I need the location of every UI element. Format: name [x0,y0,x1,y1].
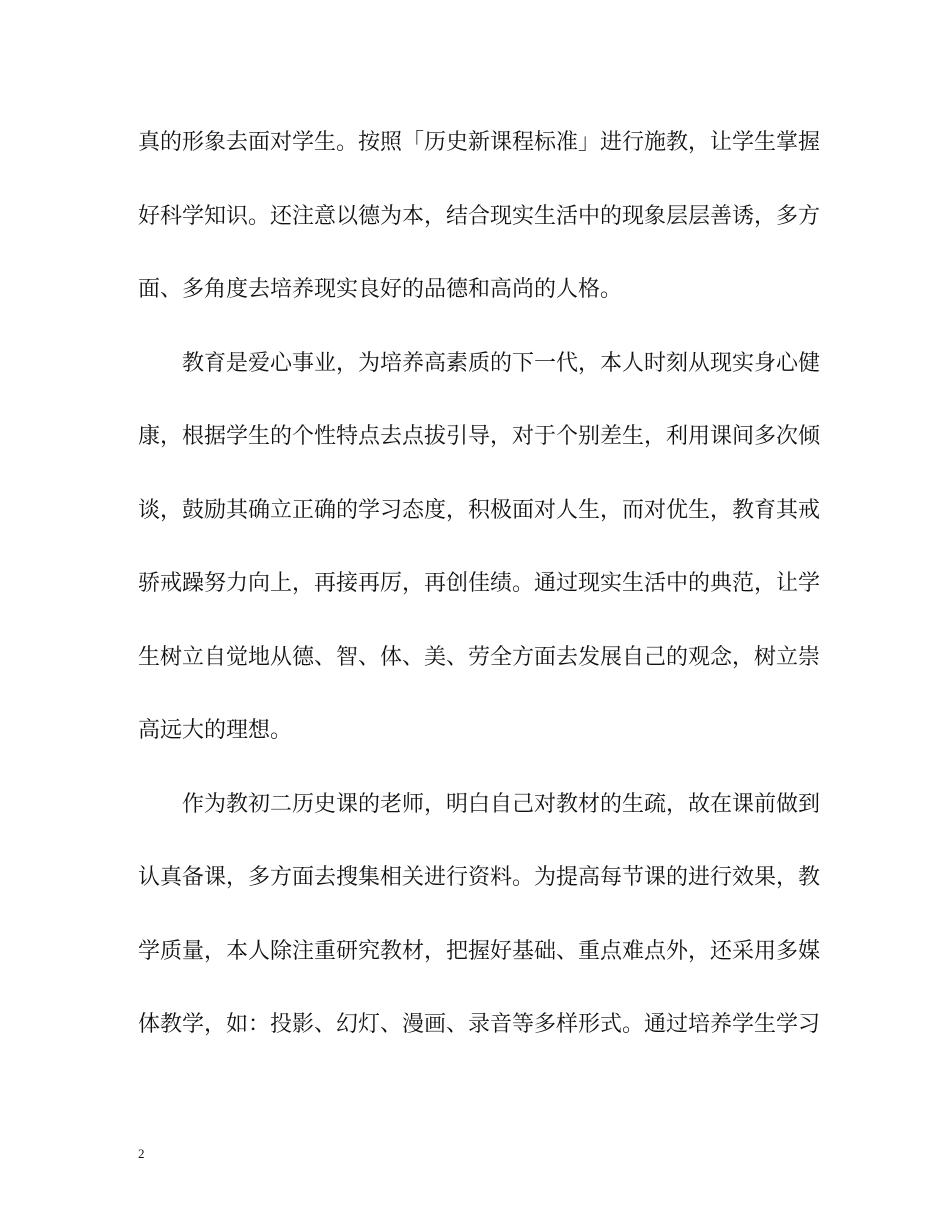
text-line: 面、多角度去培养现实良好的品德和高尚的人格。 [138,277,623,302]
page-number: 2 [138,1146,145,1161]
text-line: 体教学，如：投影、幻灯、漫画、录音等多样形式。通过培养学生学习 [138,1012,821,1037]
text-line: 学质量，本人除注重研究教材，把握好基础、重点难点外，还采用多媒 [138,938,821,964]
text-line: 认真备课，多方面去搜集相关进行资料。为提高每节课的进行效果，教 [138,865,821,890]
text-line: 高远大的理想。 [138,718,293,743]
body-text [138,118,821,1074]
paragraph-first-line: 教育是爱心事业，为培养高素质的下一代，本人时刻从现实身心健 [182,350,821,376]
paragraph-first-line: 作为教初二历史课的老师，明白自己对教材的生疏，故在课前做到 [182,791,821,817]
text-line: 好科学知识。还注意以德为本，结合现实生活中的现象层层善诱，多方 [138,203,821,229]
text-line: 生树立自觉地从德、智、体、美、劳全方面去发展自己的观念，树立崇 [138,644,821,670]
text-line: 康，根据学生的个性特点去点拔引导，对于个别差生，利用课间多次倾 [138,424,821,449]
text-line: 骄戒躁努力向上，再接再厉，再创佳绩。通过现实生活中的典范，让学 [138,571,821,596]
text-line: 真的形象去面对学生。按照「历史新课程标准」进行施教，让学生掌握 [138,130,821,155]
text-line: 谈，鼓励其确立正确的学习态度，积极面对人生，而对优生，教育其戒 [138,497,821,523]
